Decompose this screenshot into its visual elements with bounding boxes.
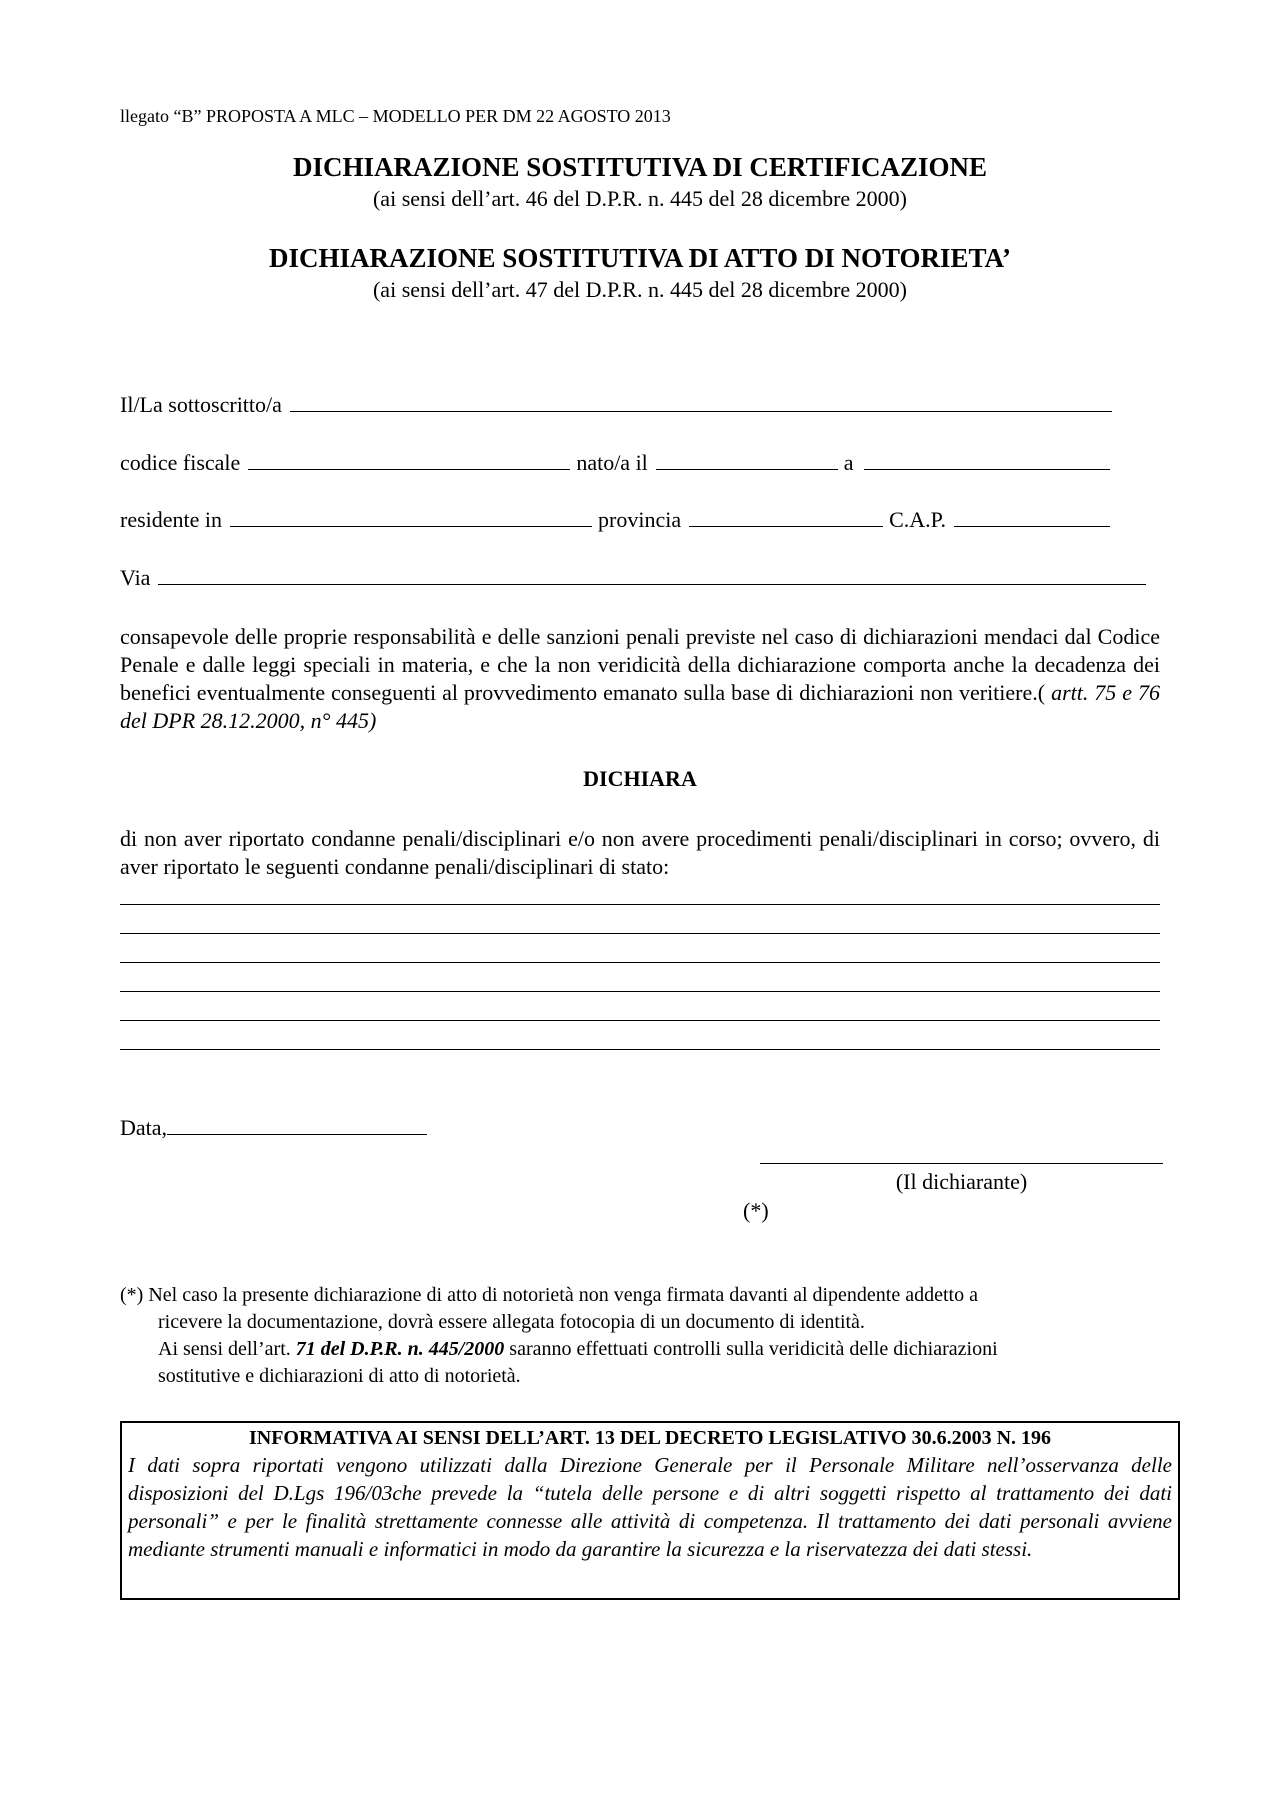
nato-il-field[interactable]: [656, 449, 838, 470]
footnote: [120, 1282, 1164, 1390]
row-data: [120, 1114, 520, 1141]
asterisk-mark: (*): [743, 1198, 769, 1223]
codice-fiscale-field[interactable]: [248, 449, 570, 470]
condanne-line-6[interactable]: [120, 1049, 1160, 1050]
nato-label: nato/a il: [576, 450, 648, 475]
cap-field[interactable]: [954, 506, 1110, 527]
footnote-line-4: sostitutive e dichiarazioni di atto di notorietà.: [158, 1365, 521, 1387]
data-field[interactable]: [167, 1114, 427, 1135]
title-certificazione: DICHIARAZIONE SOSTITUTIVA DI CERTIFICAZIONE: [293, 152, 987, 182]
condanne-line-3[interactable]: [120, 962, 1160, 963]
condanne-line-2[interactable]: [120, 933, 1160, 934]
informativa-text: I dati sopra riportati vengono utilizzati dalla Direzione Generale per il Personale Militare nell’osservanza delle disposizioni del D.Lgs 196/03che prevede la “tutela delle persone e di altri soggetti rispetto al trattamento dei dati personali” e per le finalità strettamente connesse alle attività di competenza. Il trattamento dei dati personali avviene mediante strumenti manuali e informatici in modo da garantire la sicurezza e la riservatezza dei dati stessi.: [128, 1453, 1172, 1561]
via-label: Via: [120, 565, 151, 590]
condanne-line-1[interactable]: [120, 904, 1160, 905]
footnote-line-1: (*) Nel caso la presente dichiarazione di atto di notorietà non venga firmata davanti al dipendente addetto a: [120, 1284, 978, 1306]
footnote-reference: 71 del D.P.R. n. 445/2000: [295, 1338, 505, 1360]
footnote-line-2: ricevere la documentazione, dovrà essere allegata fotocopia di un documento di identità.: [158, 1311, 865, 1333]
cap-label: C.A.P.: [889, 507, 946, 532]
row-sottoscritto: [120, 391, 1156, 418]
dichiara-heading: DICHIARA: [583, 766, 697, 791]
luogo-nascita-field[interactable]: [864, 449, 1110, 470]
provincia-label: provincia: [598, 507, 682, 532]
row-residenza: [120, 506, 1156, 533]
footnote-line-3-pre: Ai sensi dell’art.: [158, 1338, 296, 1360]
sottoscritto-field[interactable]: [290, 391, 1112, 412]
informativa-box: [120, 1421, 1180, 1600]
signature-line[interactable]: [760, 1163, 1163, 1164]
header-note: llegato “B” PROPOSTA A MLC – MODELLO PER DM 22 AGOSTO 2013: [120, 106, 671, 126]
title-notorieta: DICHIARAZIONE SOSTITUTIVA DI ATTO DI NOTORIETA’: [269, 243, 1011, 273]
consapevole-reference: artt. 75 e 76 del DPR 28.12.2000, n° 445): [120, 680, 1161, 733]
condanne-line-4[interactable]: [120, 991, 1160, 992]
codice-fiscale-label: codice fiscale: [120, 450, 241, 475]
footnote-line-3: [120, 1336, 1164, 1363]
residente-label: residente in: [120, 507, 223, 532]
consapevole-text: consapevole delle proprie responsabilità e delle sanzioni penali previste nel caso di dichiarazioni mendaci dal Codice Penale e dalle leggi speciali in materia, e che la non veridicità della dichiarazione comporta anche la decadenza dei benefici eventualmente conseguenti al provvedimento emanato sulla base di dichiarazioni non veritiere.(: [120, 624, 1160, 705]
consapevole-paragraph: [120, 623, 1160, 735]
row-codice-fiscale: [120, 449, 1156, 476]
residente-field[interactable]: [230, 506, 592, 527]
sottoscritto-label: Il/La sottoscritto/a: [120, 392, 282, 417]
provincia-field[interactable]: [689, 506, 883, 527]
row-via: [120, 564, 1156, 591]
informativa-title: INFORMATIVA AI SENSI DELL’ART. 13 DEL DECRETO LEGISLATIVO 30.6.2003 N. 196: [248, 1427, 1052, 1449]
condanne-line-5[interactable]: [120, 1020, 1160, 1021]
data-label: Data,: [120, 1115, 168, 1140]
dichiara-text: di non aver riportato condanne penali/disciplinari e/o non avere procedimenti penali/disciplinari in corso; ovvero, di aver riportato le seguenti condanne penali/disciplinari di stato:: [120, 826, 1160, 879]
signature-label: (Il dichiarante): [895, 1169, 1028, 1194]
subtitle-notorieta: (ai sensi dell’art. 47 del D.P.R. n. 445 del 28 dicembre 2000): [372, 277, 907, 302]
footnote-line-3-post: saranno effettuati controlli sulla veridicità delle dichiarazioni: [504, 1338, 998, 1360]
via-field[interactable]: [158, 564, 1146, 585]
a-label: a: [843, 450, 854, 475]
subtitle-certificazione: (ai sensi dell’art. 46 del D.P.R. n. 445 del 28 dicembre 2000): [372, 186, 907, 211]
